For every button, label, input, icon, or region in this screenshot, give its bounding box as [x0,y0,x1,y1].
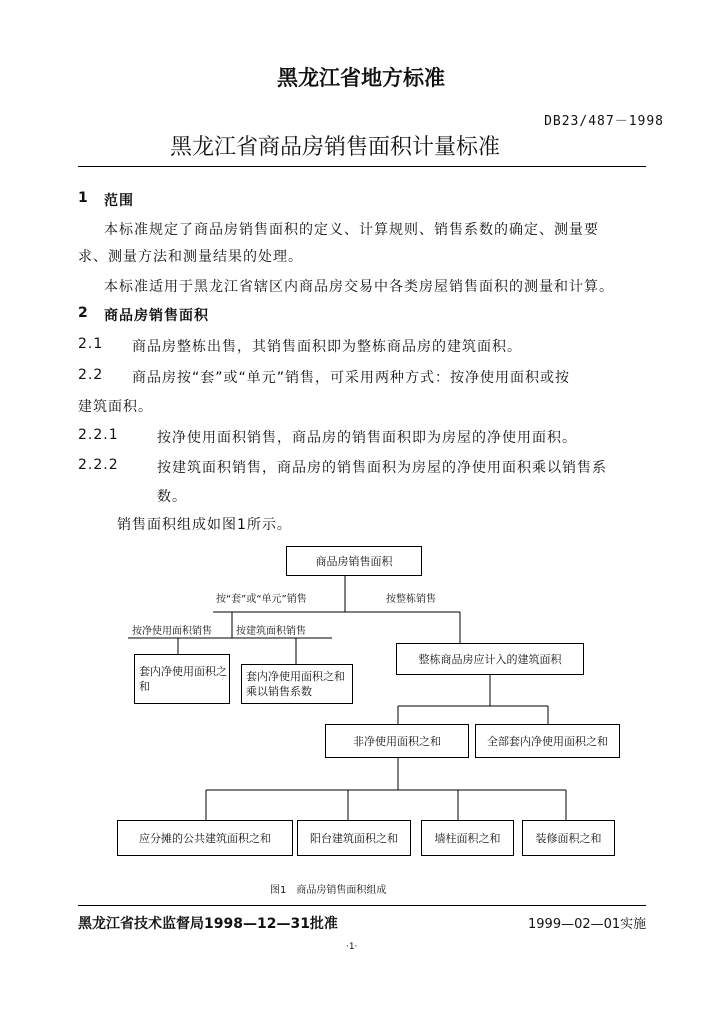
standard-header: 黑龙江省地方标准 [277,66,445,90]
figure-caption: 图1 商品房销售面积组成 [270,885,387,896]
node-non-net-area-sum: 非净使用面积之和 [325,724,469,758]
section-2-title: 商品房销售面积 [104,308,209,324]
label-net-area-sale: 按净使用面积销售 [132,626,212,637]
approval-line: 黑龙江省技术监督局1998—12—31批准 [78,916,338,932]
node-sales-area: 商品房销售面积 [286,546,422,576]
standard-code: DB23/487－1998 [544,114,664,129]
node-building-area: 整栋商品房应计入的建筑面积 [396,643,584,675]
figure-intro: 销售面积组成如图1所示。 [117,517,292,533]
clause-2-1-number: 2.1 [78,336,104,352]
node-net-area-times-coefficient: 套内净使用面积之和乘以销售系数 [241,664,353,704]
clause-2-2-1-text: 按净使用面积销售，商品房的销售面积即为房屋的净使用面积。 [157,430,577,446]
clause-2-2-number: 2.2 [78,367,104,383]
clause-2-2-2-number: 2.2.2 [78,457,119,473]
node-decoration-area: 装修面积之和 [522,820,615,856]
section-2-number: 2 [78,305,89,321]
clause-2-2-text-a: 商品房按“套”或“单元”销售，可采用两种方式：按净使用面积或按 [132,370,571,386]
label-gross-area-sale: 按建筑面积销售 [236,626,306,637]
clause-2-2-2-text-a: 按建筑面积销售，商品房的销售面积为房屋的净使用面积乘以销售系 [157,460,607,476]
label-by-unit: 按“套”或“单元”销售 [216,594,307,605]
footer-divider [78,905,646,906]
node-all-net-area-sum: 全部套内净使用面积之和 [475,724,620,758]
clause-2-2-1-number: 2.2.1 [78,427,119,443]
clause-2-2-2-text-b: 数。 [157,489,187,505]
node-balcony-area: 阳台建筑面积之和 [297,820,411,856]
node-wall-column-area: 墙柱面积之和 [421,820,514,856]
section-1-paragraph-1a: 本标准规定了商品房销售面积的定义、计算规则、销售系数的确定、测量要 [104,222,599,238]
clause-2-2-text-b: 建筑面积。 [78,399,153,415]
section-1-number: 1 [78,190,89,206]
effective-date: 1999—02—01实施 [528,917,647,932]
section-1-paragraph-2: 本标准适用于黑龙江省辖区内商品房交易中各类房屋销售面积的测量和计算。 [104,279,614,295]
document-title: 黑龙江省商品房销售面积计量标准 [170,135,501,160]
page-number: ·1· [346,942,358,952]
section-1-title: 范围 [104,193,134,209]
node-shared-public-area: 应分摊的公共建筑面积之和 [117,820,293,856]
label-by-building: 按整栋销售 [386,594,436,605]
section-1-paragraph-1b: 求、测量方法和测量结果的处理。 [78,249,303,265]
node-net-area-sum: 套内净使用面积之和 [134,654,230,704]
clause-2-1-text: 商品房整栋出售，其销售面积即为整栋商品房的建筑面积。 [132,339,522,355]
